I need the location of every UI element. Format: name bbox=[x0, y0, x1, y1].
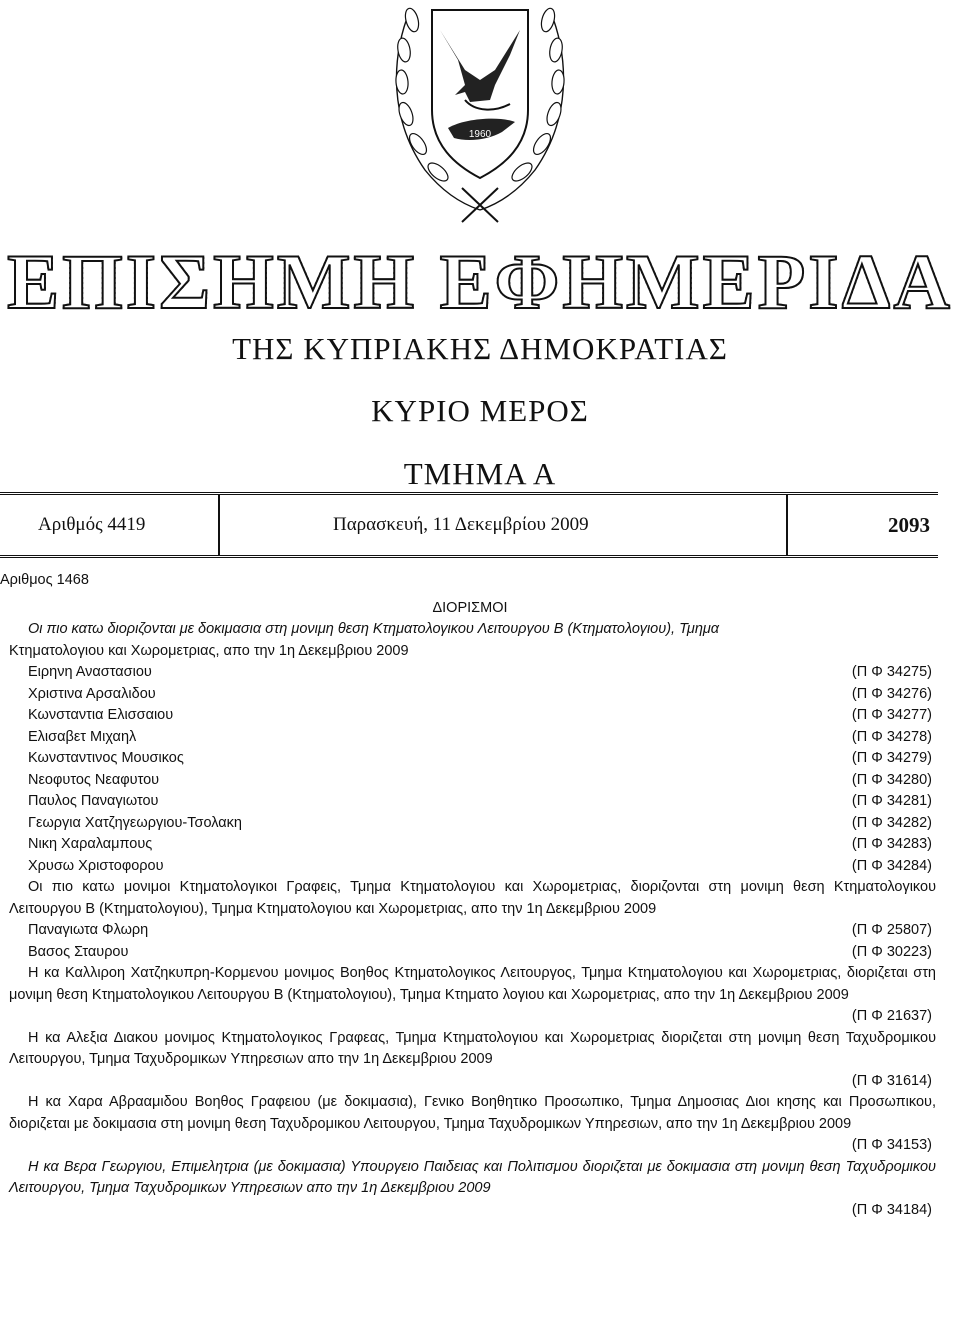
gazette-section: ΤΜΗΜΑ Α bbox=[403, 456, 557, 491]
appointee-row: Κωνσταντινος Μουσικος (Π Φ 34279) bbox=[28, 750, 932, 766]
appointee-list-1 bbox=[0, 662, 940, 877]
emblem-year: 1960 bbox=[468, 129, 492, 140]
file-reference: (Π Φ 34153) bbox=[851, 1137, 932, 1153]
notice-intro: Οι πιο κατω διοριζονται με δοκιμασια στη μονιμη θεση Κτηματολογικου Λειτουργου Β (Κτηματολογιου), Τμημα bbox=[28, 621, 720, 637]
appointee-list-2 bbox=[0, 920, 940, 963]
notice-paragraph: Η κα Βερα Γεωργιου, Επιμελητρια (με δοκιμασια) Υπουργειο Παιδειας και Πολιτισμου διοριζεται με δοκιμασια στη μονιμη θεση Ταχυδρομικου Λειτουργου, Τμημα Ταχυδρομικων Υπηρεσιων απο την 1η Δεκεμβριου 2009 bbox=[9, 1158, 936, 1196]
appointee-row: Παναγιωτα Φλωρη (Π Φ 25807) bbox=[28, 922, 932, 938]
gazette-title: ΕΠΙΣΗΜΗ ΕΦΗΜΕΡΙΔΑ bbox=[0, 240, 960, 324]
masthead bbox=[0, 240, 960, 493]
file-reference: (Π Φ 31614) bbox=[851, 1072, 932, 1089]
notice-intro-cont: Κτηματολογιου και Χωρομετριας, απο την 1η Δεκεμβριου 2009 bbox=[9, 642, 409, 659]
issue-bar bbox=[0, 492, 938, 558]
file-reference: (Π Φ 34184) bbox=[851, 1201, 932, 1218]
notice-paragraph: Η κα Καλλιροη Χατζηκυπρη-Κορμενου μονιμος Βοηθος Κτηματολογικος Λειτουργος, Τμημα Κτηματολογιου και Χωρομετριας, διοριζεται στη μονιμη θεση Κτηματολογικου Λειτουργου Β (Κτηματολογιου), Τμημα Κτηματο λογιου και Χωρομετριας, απο την 1η Δεκεμβριου 2009 bbox=[9, 965, 936, 1003]
appointee-row: Βασος Σταυρου (Π Φ 30223) bbox=[28, 943, 932, 960]
notice-body bbox=[0, 570, 940, 1221]
notice-number: Αριθμος 1468 bbox=[0, 572, 89, 588]
notice-paragraph: Οι πιο κατω μονιμοι Κτηματολογικοι Γραφεις, Τμημα Κτηματολογιου και Χωρομετριας, διοριζονται στη μονιμη θεση Κτηματολογικου Λειτουργου Β (Κτηματολογιου), Τμημα Κτηματολογιου και Χωρομετριας, απο την 1η Δεκεμβριου 2009 bbox=[9, 879, 936, 917]
coat-of-arms-emblem bbox=[370, 0, 590, 235]
appointee-row: Ειρηνη Αναστασιου (Π Φ 34275) bbox=[28, 664, 932, 680]
appointee-row: Παυλος Παναγιωτου (Π Φ 34281) bbox=[28, 793, 932, 809]
appointee-row: Χριστινα Αρσαλιδου (Π Φ 34276) bbox=[28, 685, 932, 702]
issue-divider bbox=[218, 495, 220, 555]
appointee-row: Κωνσταντια Ελισσαιου (Π Φ 34277) bbox=[28, 707, 932, 723]
issue-divider bbox=[786, 495, 788, 555]
appointee-row: Χρυσω Χριστοφορου (Π Φ 34284) bbox=[28, 857, 932, 874]
appointee-row: Γεωργια Χατζηγεωργιου-Τσολακη (Π Φ 34282) bbox=[28, 814, 932, 831]
notice-heading: ΔΙΟΡΙΣΜΟΙ bbox=[432, 599, 508, 616]
appointee-row: Νικη Χαραλαμπους (Π Φ 34283) bbox=[28, 836, 932, 852]
appointee-row: Νεοφυτος Νεαφυτου (Π Φ 34280) bbox=[28, 771, 932, 788]
appointee-row: Ελισαβετ Μιχαηλ (Π Φ 34278) bbox=[28, 728, 932, 745]
issue-number: Αριθμός 4419 bbox=[38, 514, 146, 535]
gazette-part: ΚΥΡΙΟ ΜΕΡΟΣ bbox=[371, 393, 589, 428]
issue-date: Παρασκευή, 11 Δεκεμβρίου 2009 bbox=[333, 514, 589, 535]
file-reference: (Π Φ 21637) bbox=[851, 1008, 932, 1024]
notice-paragraph: Η κα Αλεξια Διακου μονιμος Κτηματολογικος Γραφεας, Τμημα Κτηματολογιου και Χωρομετριας διοριζεται στη μονιμη θεση Ταχυδρομικου Λειτουργου, Τμημα Ταχυδρομικων Υπηρεσιων απο την 1η Δεκεμβριου 2009 bbox=[9, 1029, 936, 1067]
notice-paragraph: Η κα Χαρα Αβρααμιδου Βοηθος Γραφειου (με δοκιμασια), Γενικο Βοηθητικο Προσωπικο, Τμημα Δημοσιας Διοι κησης και Προσωπικου, διοριζεται με δοκιμασια στη μονιμη θεση Ταχυδρομικου Λειτουργου, Τμημα Ταχυδρομικων Υπηρεσιων, απο την 1η Δεκεμβριου 2009 bbox=[9, 1094, 936, 1132]
gazette-subtitle: ΤΗΣ ΚΥΠΡΙΑΚΗΣ ΔΗΜΟΚΡΑΤΙΑΣ bbox=[232, 331, 728, 366]
page-number: 2093 bbox=[888, 513, 930, 537]
